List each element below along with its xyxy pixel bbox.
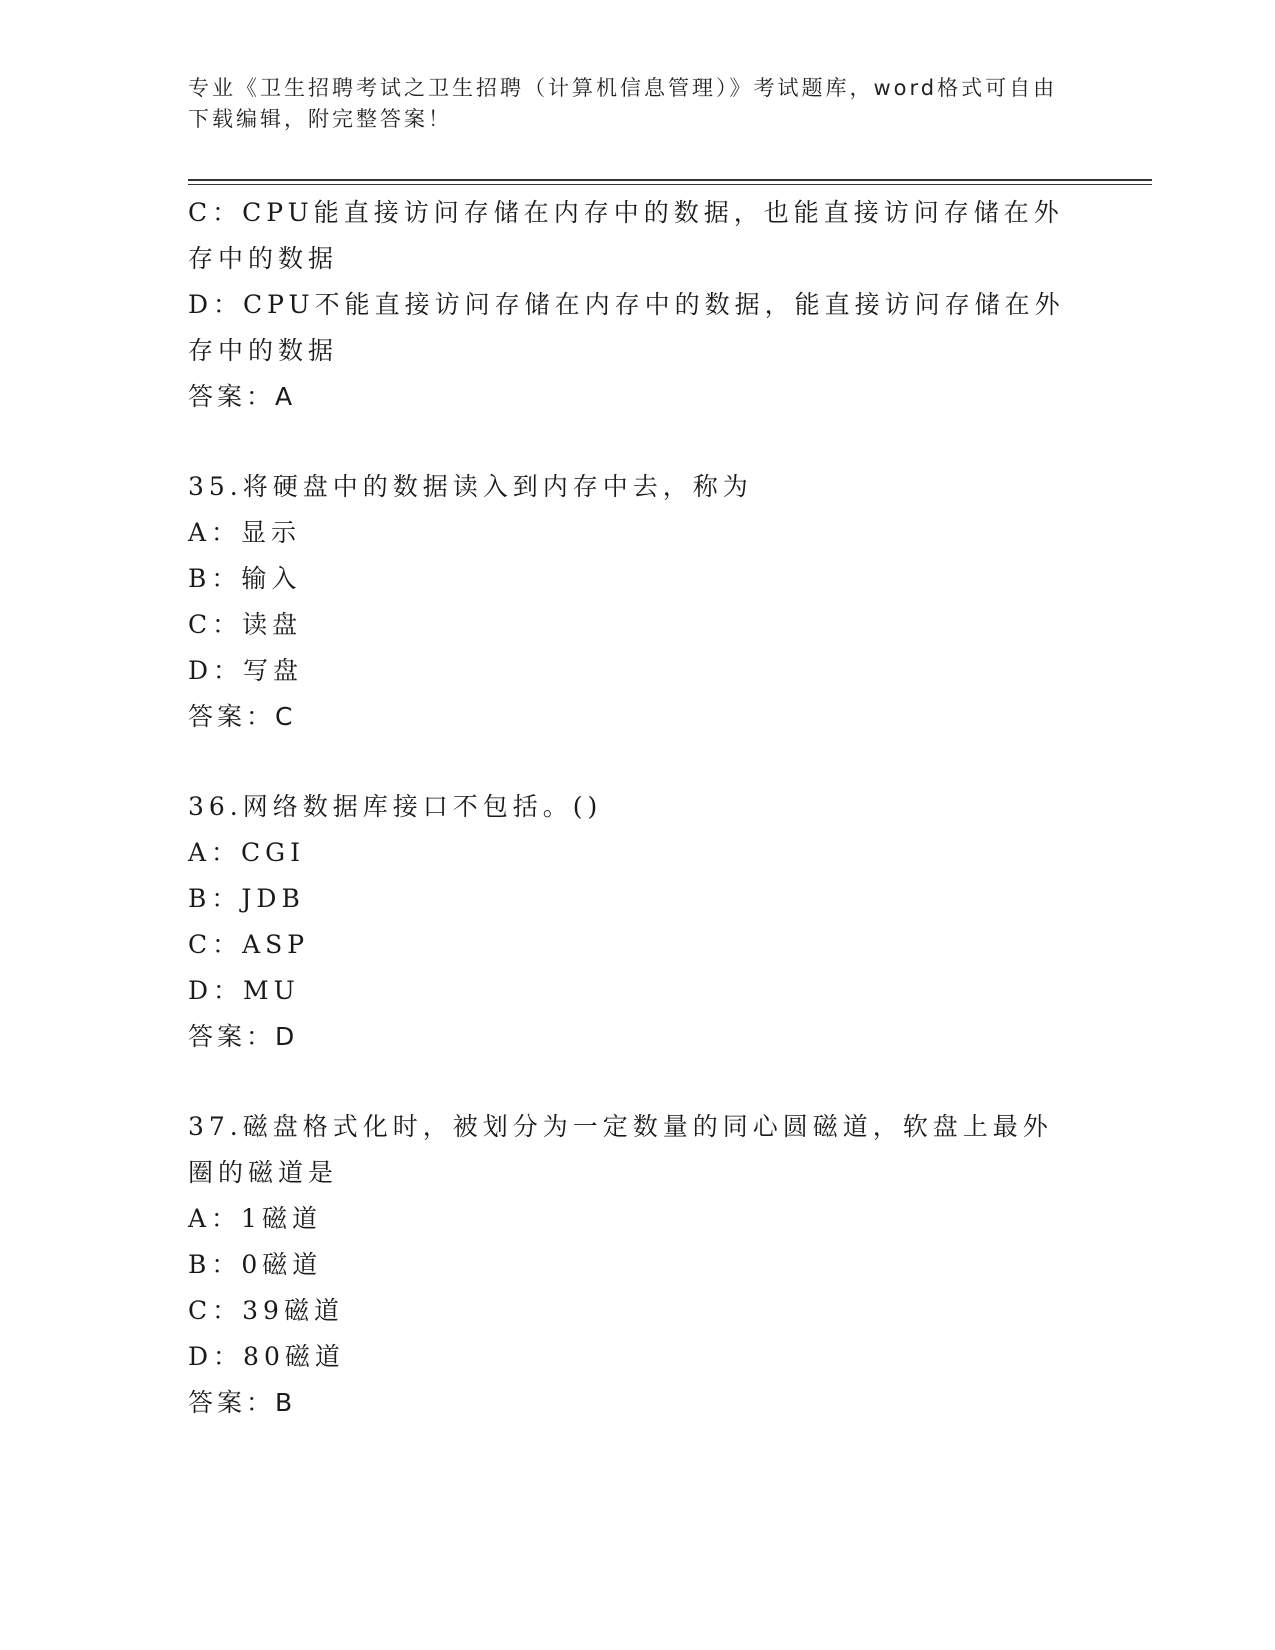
option-a: A：显示: [188, 518, 302, 547]
answer-line: 答案：A: [188, 382, 297, 411]
document-header: 专业《卫生招聘考试之卫生招聘（计算机信息管理）》考试题库，word格式可自由下载编辑，附完整答案！: [188, 76, 1058, 131]
question-spacer: [188, 420, 1088, 464]
question-block-34: [188, 190, 1088, 420]
answer-line: 答案：B: [188, 1388, 297, 1417]
option-c: C：39磁道: [188, 1296, 344, 1325]
option-a: A：CGI: [188, 838, 306, 867]
option-b: B：输入: [188, 564, 302, 593]
option-a: A：1磁道: [188, 1204, 322, 1233]
option-d: D：CPU不能直接访问存储在内存中的数据，能直接访问存储在外存中的数据: [188, 290, 1065, 365]
question-block-35: [188, 464, 1088, 740]
answer-line: 答案：C: [188, 702, 297, 731]
question-stem: 36.网络数据库接口不包括。(): [188, 792, 603, 821]
option-c: C：ASP: [188, 930, 310, 959]
header-divider-thick: [188, 179, 1152, 181]
question-block-36: [188, 784, 1088, 1060]
answer-line: 答案：D: [188, 1022, 299, 1051]
option-d: D：MU: [188, 976, 300, 1005]
option-c: C：读盘: [188, 610, 303, 639]
question-stem: 35.将硬盘中的数据读入到内存中去，称为: [188, 472, 753, 501]
option-b: B：0磁道: [188, 1250, 323, 1279]
option-c: C：CPU能直接访问存储在内存中的数据，也能直接访问存储在外存中的数据: [188, 198, 1064, 273]
option-d: D：80磁道: [188, 1342, 345, 1371]
header-divider-thin: [188, 184, 1152, 185]
question-spacer: [188, 1060, 1088, 1104]
question-list: [188, 190, 1088, 1426]
question-block-37: [188, 1104, 1088, 1426]
question-stem: 37.磁盘格式化时，被划分为一定数量的同心圆磁道，软盘上最外圈的磁道是: [188, 1112, 1053, 1187]
option-b: B：JDB: [188, 884, 305, 913]
option-d: D：写盘: [188, 656, 304, 685]
question-spacer: [188, 740, 1088, 784]
